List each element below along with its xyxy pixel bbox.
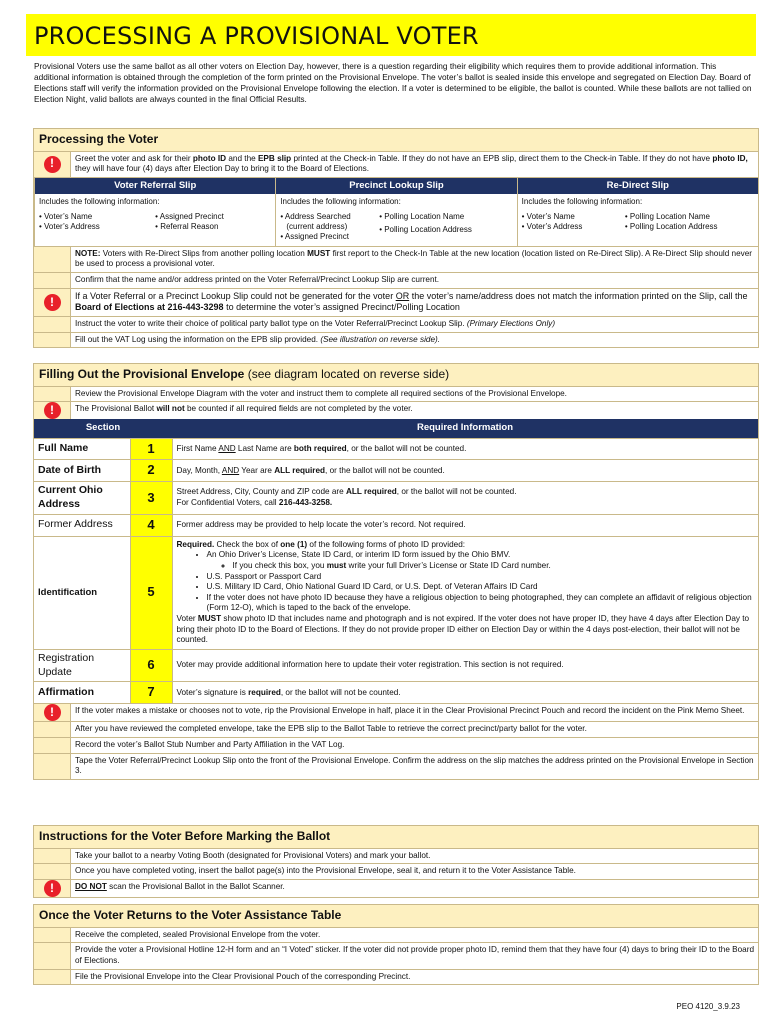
- scanner-warning-row: ! DO NOT scan the Provisional Ballot in the Ballot Scanner.: [34, 879, 758, 897]
- intro-paragraph: Provisional Voters use the same ballot as all other voters on Election Day, however, there is a question regarding their eligibility which requires them to provide additional information. This additional information is obtained through the completion of the form printed on the Provisional Envelope. The voter’s ballot is sealed inside this envelope and segregated on Election Day. Board of Elections staff will verify the information provided on the Provisional Envelope following the election. If a voter is determined to be eligible, the ballot is counted. While these ballots are not tallied on Election Night, valid ballots are always counted in the final Official Results.: [34, 61, 752, 104]
- col-required-information: Required Information: [172, 419, 758, 438]
- slip-warning-row: ! If a Voter Referral or a Precinct Lookup Slip could not be generated for the voter OR the voter’s name/address does not match the information printed on the Slip, call the Board of Elections at 216-443-3298 to determine the voter’s assigned Precinct/Polling Location: [34, 288, 758, 316]
- table-row: Affirmation 7 Voter’s signature is required, or the ballot will not be counted.: [34, 682, 758, 703]
- section-heading: Once the Voter Returns to the Voter Assistance Table: [39, 908, 342, 922]
- slip-redirect: Re-Direct Slip Includes the following information: • Voter’s Name • Voter’s Address • Polling Location Name • Polling Location Address: [517, 178, 758, 246]
- section-voter-instructions: Instructions for the Voter Before Marking the Ballot Take your ballot to a nearby Voting Booth (designated for Provisional Voters) and mark your ballot. Once you have completed voting, insert the ballot page(s) into the Provisional Envelope, seal it, and return it to the Voter Assistance Table. ! DO NOT scan the Provisional Ballot in the Ballot Scanner.: [33, 825, 759, 898]
- section-processing-voter: [33, 128, 759, 348]
- slip-voter-referral: Voter Referral Slip Includes the following information: • Voter’s Name • Voter’s Address • Assigned Precinct • Referral Reason: [34, 178, 275, 246]
- page-title: PROCESSING A PROVISIONAL VOTER: [34, 22, 479, 50]
- warning-icon: !: [34, 704, 70, 721]
- vat-row: Fill out the VAT Log using the information on the EPB slip provided. (See illustration on reverse side).: [34, 332, 758, 348]
- slip-table: [34, 177, 758, 246]
- section-heading: Instructions for the Voter Before Marking the Ballot: [39, 829, 331, 843]
- warning-icon: !: [34, 880, 70, 897]
- table-row: Current Ohio Address 3 Street Address, City, County and ZIP code are ALL required, or the ballot will not be counted. For Confidential Voters, call 216-443-3258.: [34, 482, 758, 514]
- required-info-table: [34, 419, 758, 703]
- form-number: PEO 4120_3.9.23: [676, 1001, 740, 1011]
- section-heading: Processing the Voter: [39, 132, 159, 146]
- table-row: Former Address 4 Former address may be provided to help locate the voter’s record. Not required.: [34, 514, 758, 536]
- title-bar: [26, 14, 756, 56]
- note-row: NOTE: Voters with Re-Direct Slips from another polling location MUST first report to the Check-In Table at the new location (location listed on Re-Direct Slip). A Re-Direct Slip should never be used to process a provisional voter.: [34, 246, 758, 272]
- greet-text: Greet the voter and ask for their photo ID and the EPB slip printed at the Check-in Table. If they do not have an EPB slip, direct them to the Check-in Table. If they do not have photo ID, they will have four (4) days after Election Day to bring it to the Board of Elections.: [70, 152, 758, 177]
- slip-precinct-lookup: Precinct Lookup Slip Includes the following information: • Address Searched (current address) • Assigned Precinct • Polling Location Name • Polling Location Address: [275, 178, 516, 246]
- review-row: Review the Provisional Envelope Diagram with the voter and instruct them to complete all required sections of the Provisional Envelope.: [34, 386, 758, 402]
- not-counted-warning-row: ! The Provisional Ballot will not be counted if all required fields are not completed by the voter.: [34, 401, 758, 419]
- section-voter-returns: Once the Voter Returns to the Voter Assistance Table Receive the completed, sealed Provisional Envelope from the voter. Provide the voter a Provisional Hotline 12-H form and an “I Voted” sticker. If the voter did not provide proper photo ID, remind them that they have four (4) days to bring their ID to the Board of Elections. File the Provisional Envelope into the Clear Provisional Pouch of the corresponding Precinct.: [33, 904, 759, 985]
- section-heading: Filling Out the Provisional Envelope: [39, 367, 245, 381]
- table-row: Registration Update 6 Voter may provide additional information here to update their voter registration. This section is not required.: [34, 650, 758, 682]
- table-row: Full Name 1 First Name AND Last Name are both required, or the ballot will not be counted.: [34, 438, 758, 460]
- section-filling-envelope: Filling Out the Provisional Envelope (see diagram located on reverse side) Review the Provisional Envelope Diagram with the voter and instruct them to complete all required sections of the Provisional Envelope. ! The Provisional Ballot will not be counted if all required fields are not completed by the voter. Section Required Information Full Name 1 First Name AND Last Name are both required, or the ballot will not be counted. Date of Birth 2 Day, Month, AND Year are ALL required, or the ballot will not be counted. Current Ohio Address 3 Street Address, City, County and ZIP code are ALL required, or the ballot will not be counted. For Confidential Voters, call 216-443-3258. Former Address 4 Former address may be provided to help locate the voter’s record. Not required. Identification 5 Required. Check the box of one (1) of the following forms of photo ID provided: • An Ohio Driver’s License, State ID Card, or interim ID form issued by the Ohio BMV. ◦ If you check this box, you must write your full Driver’s License or State ID Card number. • U.S. Passport or Passport Card • U.S. Military ID Card, Ohio National Guard ID Card, or U.S. Dept. of Veteran Affairs ID Card • If the voter does not have photo ID because they have a religious objection to being photographed, they can complete an affidavit of religious objection (Form 12-O), which is taped to the back of the envelope. Voter MUST show photo ID that includes name and photograph and is not expired. If the voter does not have proper ID, they have 4 days after Election Day to bring their photo ID to the Board of Elections. If they do not provide proper ID either on Election Day or within the 4 days post-election, their ballot will not be counted. Registration Update 6 Voter may provide additional information here to update their voter registration. This section is not required. Affirmation 7 Voter’s signature is required, or the ballot will not be counted. ! If the voter makes a mistake or chooses not to vote, rip the Provisional Envelope in half, place it in the Clear Provisional Precinct Pouch and record the incident on the Pink Memo Sheet. After you have reviewed the completed envelope, take the EPB slip to the Ballot Table to retrieve the correct precinct/party ballot for the voter. Record the voter’s Ballot Stub Number and Party Affiliation in the VAT Log. Tape the Voter Referral/Precinct Lookup Slip onto the front of the Provisional Envelope. Confirm the address on the slip matches the address printed on the Provisional Envelope in Section 3.: [33, 363, 759, 780]
- warning-icon: !: [34, 152, 70, 177]
- warning-icon: !: [34, 289, 70, 316]
- warning-icon: !: [34, 402, 70, 419]
- instruct-row: Instruct the voter to write their choice of political party ballot type on the Voter Referral/Precinct Lookup Slip. (Primary Elections Only): [34, 316, 758, 332]
- greet-row: [34, 151, 758, 177]
- col-section: Section: [34, 419, 172, 438]
- mistake-warning-row: ! If the voter makes a mistake or chooses not to vote, rip the Provisional Envelope in half, place it in the Clear Provisional Precinct Pouch and record the incident on the Pink Memo Sheet.: [34, 703, 758, 721]
- table-row: Identification 5 Required. Check the box of one (1) of the following forms of photo ID provided: • An Ohio Driver’s License, State ID Card, or interim ID form issued by the Ohio BMV. ◦ If you check this box, you must write your full Driver’s License or State ID Card number. • U.S. Passport or Passport Card • U.S. Military ID Card, Ohio National Guard ID Card, or U.S. Dept. of Veteran Affairs ID Card • If the voter does not have photo ID because they have a religious objection to being photographed, they can complete an affidavit of religious objection (Form 12-O), which is taped to the back of the envelope. Voter MUST show photo ID that includes name and photograph and is not expired. If the voter does not have proper ID, they have 4 days after Election Day to bring their photo ID to the Board of Elections. If they do not provide proper ID either on Election Day or within the 4 days post-election, their ballot will not be counted.: [34, 536, 758, 650]
- table-row: Date of Birth 2 Day, Month, AND Year are ALL required, or the ballot will not be counted.: [34, 460, 758, 482]
- confirm-row: Confirm that the name and/or address printed on the Voter Referral/Precinct Lookup Slip are current.: [34, 272, 758, 288]
